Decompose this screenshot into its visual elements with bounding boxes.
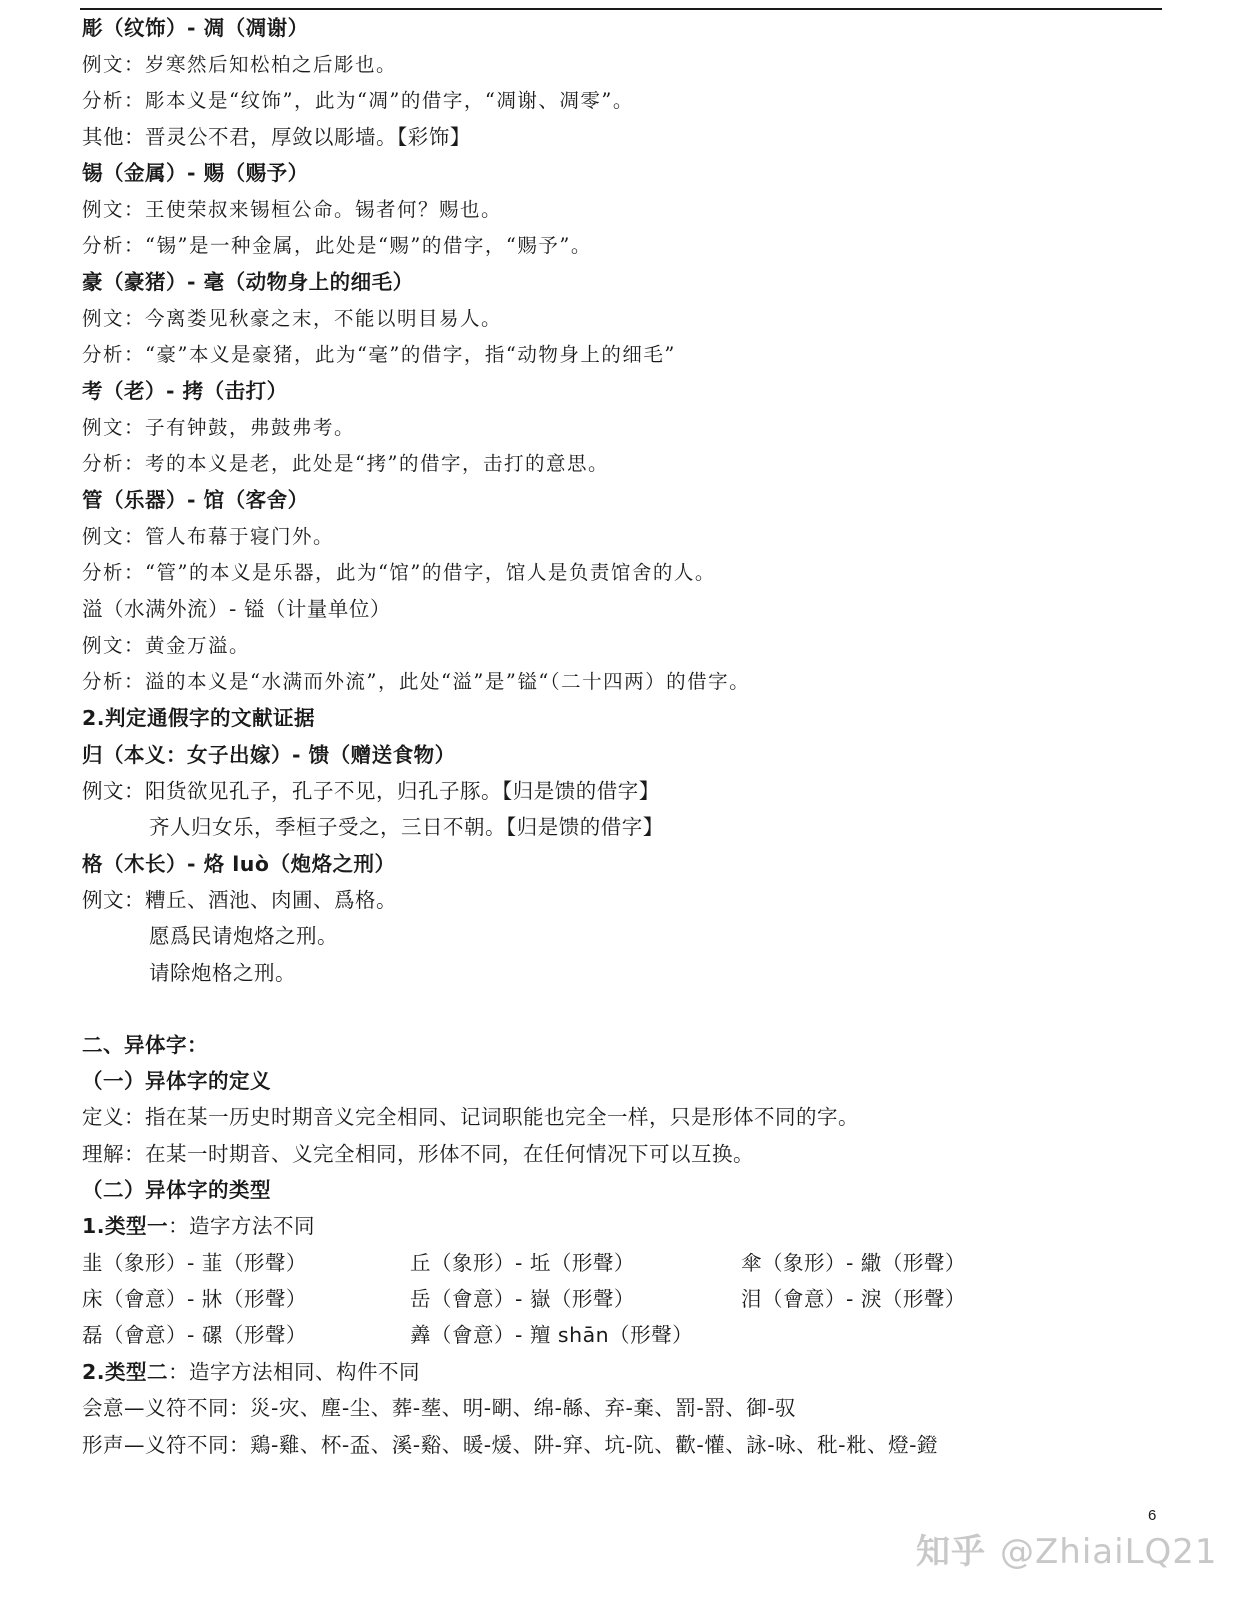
example-line: 例文：阳货欲见孔子，孔子不见，归孔子豚。【归是馈的借字】 <box>82 779 660 803</box>
example-line: 例文：王使荣叔来锡桓公命。锡者何？赐也。 <box>82 198 503 221</box>
heading-kao: 考（老）- 拷（击打） <box>82 379 288 403</box>
example-continuation: 愿爲民请炮烙之刑。 <box>149 924 338 948</box>
section-heading-evidence: 2.判定通假字的文献证据 <box>82 706 316 730</box>
subheading-types: （二）异体字的类型 <box>82 1178 271 1202</box>
example-line: 例文：子有钟鼓，弗鼓弗考。 <box>82 416 356 439</box>
analysis-line: 分析：考的本义是老，此处是“拷”的借字，击打的意思。 <box>82 452 609 475</box>
huiyi-line: 会意—义符不同：災-灾、塵-尘、葬-塟、明-朙、绵-緜、弃-棄、罰-罸、御-驭 <box>82 1396 797 1420</box>
example-continuation: 齐人归女乐，季桓子受之，三日不朝。【归是馈的借字】 <box>149 815 664 839</box>
xingsheng-line: 形声—义符不同：鶏-雞、杯-盃、溪-谿、暖-煖、阱-穽、坑-阬、歡-懽、詠-咏、秕-粃、燈-鐙 <box>82 1433 938 1457</box>
heading-gui: 归（本义：女子出嫁）- 馈（赠送食物） <box>82 743 456 767</box>
analysis-line: 分析：“豪”本义是豪猪，此为“毫”的借字，指“动物身上的细毛” <box>82 343 676 366</box>
table-cell: 丘（象形）- 坵（形聲） <box>410 1251 635 1275</box>
heading-ci: 锡（金属）- 赐（赐予） <box>82 161 309 185</box>
heading-guan: 管（乐器）- 馆（客舍） <box>82 488 309 512</box>
page-number: 6 <box>1148 1507 1157 1524</box>
analysis-line: 分析：“管”的本义是乐器，此为“馆”的借字，馆人是负责馆舍的人。 <box>82 561 716 584</box>
heading-hao: 豪（豪猪）- 毫（动物身上的细毛） <box>82 270 414 294</box>
type-two-desc: ：造字方法相同、构件不同 <box>168 1360 421 1384</box>
table-cell: 傘（象形）- 繖（形聲） <box>741 1251 966 1275</box>
top-rule <box>80 8 1162 10</box>
example-line: 例文：岁寒然后知松柏之后彫也。 <box>82 53 398 76</box>
table-cell: 羴（會意）- 羶 shān（形聲） <box>410 1323 694 1347</box>
heading-ge: 格（木长）- 烙 luò（炮烙之刑） <box>82 852 396 876</box>
type-one-desc: ：造字方法不同 <box>168 1214 316 1238</box>
type-one-line <box>82 1213 315 1239</box>
other-line: 其他：晋灵公不君，厚敛以彫墙。【彩饰】 <box>82 125 471 149</box>
heading-yi: 溢（水满外流）- 镒（计量单位） <box>82 597 391 621</box>
table-cell: 韭（象形）- 韮（形聲） <box>82 1251 307 1275</box>
example-line: 例文：今离娄见秋豪之末，不能以明目易人。 <box>82 307 503 330</box>
table-cell: 床（會意）- 牀（形聲） <box>82 1287 307 1311</box>
table-cell: 岳（會意）- 嶽（形聲） <box>410 1287 635 1311</box>
analysis-line: 分析：“锡”是一种金属，此处是“赐”的借字，“赐予”。 <box>82 234 592 257</box>
example-line: 例文：黄金万溢。 <box>82 634 251 657</box>
type-two-label: 2.类型二 <box>82 1360 169 1384</box>
subheading-definition: （一）异体字的定义 <box>82 1069 271 1093</box>
watermark <box>916 1524 1218 1573</box>
example-line: 例文：管人布幕于寝门外。 <box>82 525 335 548</box>
watermark-handle: @ZhiaiLQ21 <box>1000 1532 1218 1572</box>
example-line: 例文：糟丘、酒池、肉圃、爲格。 <box>82 888 397 912</box>
section-heading-variant-characters: 二、异体字： <box>82 1033 208 1057</box>
definition-line: 定义：指在某一历史时期音义完全相同、记词职能也完全一样，只是形体不同的字。 <box>82 1105 859 1129</box>
zhihu-logo: 知乎 <box>916 1532 986 1572</box>
analysis-line: 分析：溢的本义是“水满而外流”，此处“溢”是”镒“（二十四两）的借字。 <box>82 670 751 693</box>
analysis-line: 分析：彫本义是“纹饰”，此为“凋”的借字，“凋谢、凋零”。 <box>82 89 634 112</box>
heading-diao: 彫（纹饰）- 凋（凋谢） <box>82 16 309 40</box>
table-cell: 磊（會意）- 磥（形聲） <box>82 1323 307 1347</box>
type-one-label: 1.类型一 <box>82 1214 169 1238</box>
example-continuation: 请除炮格之刑。 <box>149 961 296 985</box>
type-two-line <box>82 1359 420 1385</box>
table-cell: 泪（會意）- 淚（形聲） <box>741 1287 966 1311</box>
understanding-line: 理解：在某一时期音、义完全相同，形体不同，在任何情况下可以互换。 <box>82 1142 754 1166</box>
